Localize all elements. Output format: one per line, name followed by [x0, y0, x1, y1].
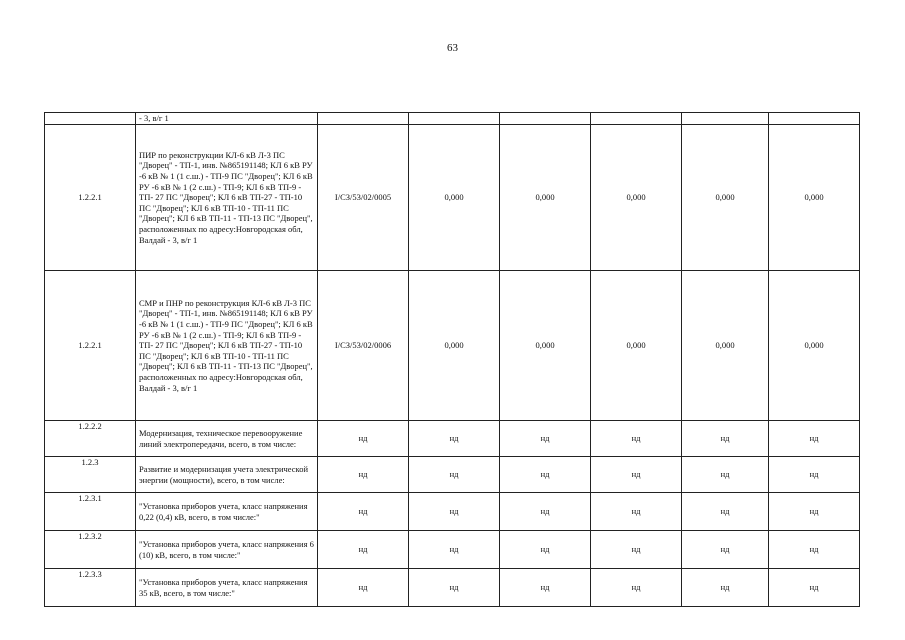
row-code: 1.2.3.3 [45, 569, 136, 607]
row-value: нд [500, 531, 591, 569]
row-value: нд [409, 493, 500, 531]
row-description: "Установка приборов учета, класс напряжения 6 (10) кВ, всего, в том числе:" [136, 531, 318, 569]
row-description: ПИР по реконструкции КЛ-6 кВ Л-3 ПС "Дворец" - ТП-1, инв. №865191148; КЛ 6 кВ РУ -6 кВ № 1 (1 с.ш.) - ТП-9 ПС "Дворец"; КЛ 6 кВ РУ -6 кВ № 1 (2 с.ш.) - ТП-9; КЛ 6 кВ ТП-9 - ТП- 27 ПС "Дворец"; КЛ 6 кВ ТП-27 - ТП-10 ПС "Дворец"; КЛ 6 кВ ТП-10 - ТП-11 ПС "Дворец"; КЛ 6 кВ ТП-11 - ТП-13 ПС "Дворец", расположенных по адресу:Новгородская обл, Валдай - 3, в/г 1 [136, 125, 318, 271]
row-value: нд [769, 569, 860, 607]
row-value: нд [591, 457, 682, 493]
row-code: 1.2.3 [45, 457, 136, 493]
row-code: 1.2.2.1 [45, 271, 136, 421]
row-value: нд [500, 493, 591, 531]
row-value: нд [769, 493, 860, 531]
row-description: "Установка приборов учета, класс напряжения 0,22 (0,4) кВ, всего, в том числе:" [136, 493, 318, 531]
row-value: нд [318, 493, 409, 531]
row-value: нд [769, 457, 860, 493]
table-row [45, 125, 860, 271]
row-value: 0,000 [500, 125, 591, 271]
row-code [45, 113, 136, 125]
row-value: 0,000 [682, 125, 769, 271]
row-value: нд [769, 531, 860, 569]
row-value: 0,000 [409, 125, 500, 271]
row-value: 0,000 [409, 271, 500, 421]
row-description: Развитие и модернизация учета электрической энергии (мощности), всего, в том числе: [136, 457, 318, 493]
row-description: СМР и ПНР по реконструкция КЛ-6 кВ Л-3 ПС "Дворец" - ТП-1, инв. №865191148; КЛ 6 кВ РУ -6 кВ № 1 (1 с.ш.) - ТП-9 ПС "Дворец"; КЛ 6 кВ РУ -6 кВ № 1 (2 с.ш.) - ТП-9; КЛ 6 кВ ТП-9 - ТП- 27 ПС "Дворец"; КЛ 6 кВ ТП-27 - ТП-10 ПС "Дворец"; КЛ 6 кВ ТП-10 - ТП-11 ПС "Дворец"; КЛ 6 кВ ТП-11 - ТП-13 ПС "Дворец", расположенных по адресу:Новгородская обл, Валдай - 3, в/г 1 [136, 271, 318, 421]
row-value: 0,000 [500, 271, 591, 421]
row-value [409, 113, 500, 125]
row-value: нд [591, 421, 682, 457]
row-code: 1.2.3.2 [45, 531, 136, 569]
row-value [769, 113, 860, 125]
page-number: 63 [447, 42, 458, 54]
row-value: 0,000 [591, 125, 682, 271]
row-value: нд [682, 493, 769, 531]
row-id [318, 113, 409, 125]
row-value [682, 113, 769, 125]
row-value: нд [682, 457, 769, 493]
table-row [45, 493, 860, 531]
row-value: нд [769, 421, 860, 457]
row-description: - 3, в/г 1 [136, 113, 318, 125]
row-value: нд [591, 493, 682, 531]
row-value: нд [591, 569, 682, 607]
table-row [45, 271, 860, 421]
row-id: I/СЗ/53/02/0006 [318, 271, 409, 421]
table-row [45, 113, 860, 125]
table-row [45, 457, 860, 493]
row-value: нд [682, 531, 769, 569]
row-code: 1.2.2.1 [45, 125, 136, 271]
row-value: нд [318, 569, 409, 607]
row-value: 0,000 [769, 125, 860, 271]
row-code: 1.2.2.2 [45, 421, 136, 457]
row-value: нд [409, 421, 500, 457]
row-value: нд [500, 421, 591, 457]
row-value: нд [500, 569, 591, 607]
table-row [45, 569, 860, 607]
row-value: нд [318, 421, 409, 457]
investment-table [44, 112, 860, 607]
row-value: нд [682, 421, 769, 457]
row-value: нд [591, 531, 682, 569]
row-code: 1.2.3.1 [45, 493, 136, 531]
table-row [45, 421, 860, 457]
row-value: нд [318, 531, 409, 569]
row-value: 0,000 [769, 271, 860, 421]
row-value: 0,000 [591, 271, 682, 421]
row-value: 0,000 [682, 271, 769, 421]
row-value: нд [500, 457, 591, 493]
row-value: нд [409, 569, 500, 607]
row-description: Модернизация, техническое перевооружение линий электропередачи, всего, в том числе: [136, 421, 318, 457]
table-row [45, 531, 860, 569]
row-value [591, 113, 682, 125]
row-value: нд [409, 457, 500, 493]
row-description: "Установка приборов учета, класс напряжения 35 кВ, всего, в том числе:" [136, 569, 318, 607]
row-value [500, 113, 591, 125]
row-value: нд [409, 531, 500, 569]
row-value: нд [318, 457, 409, 493]
row-value: нд [682, 569, 769, 607]
row-id: I/СЗ/53/02/0005 [318, 125, 409, 271]
